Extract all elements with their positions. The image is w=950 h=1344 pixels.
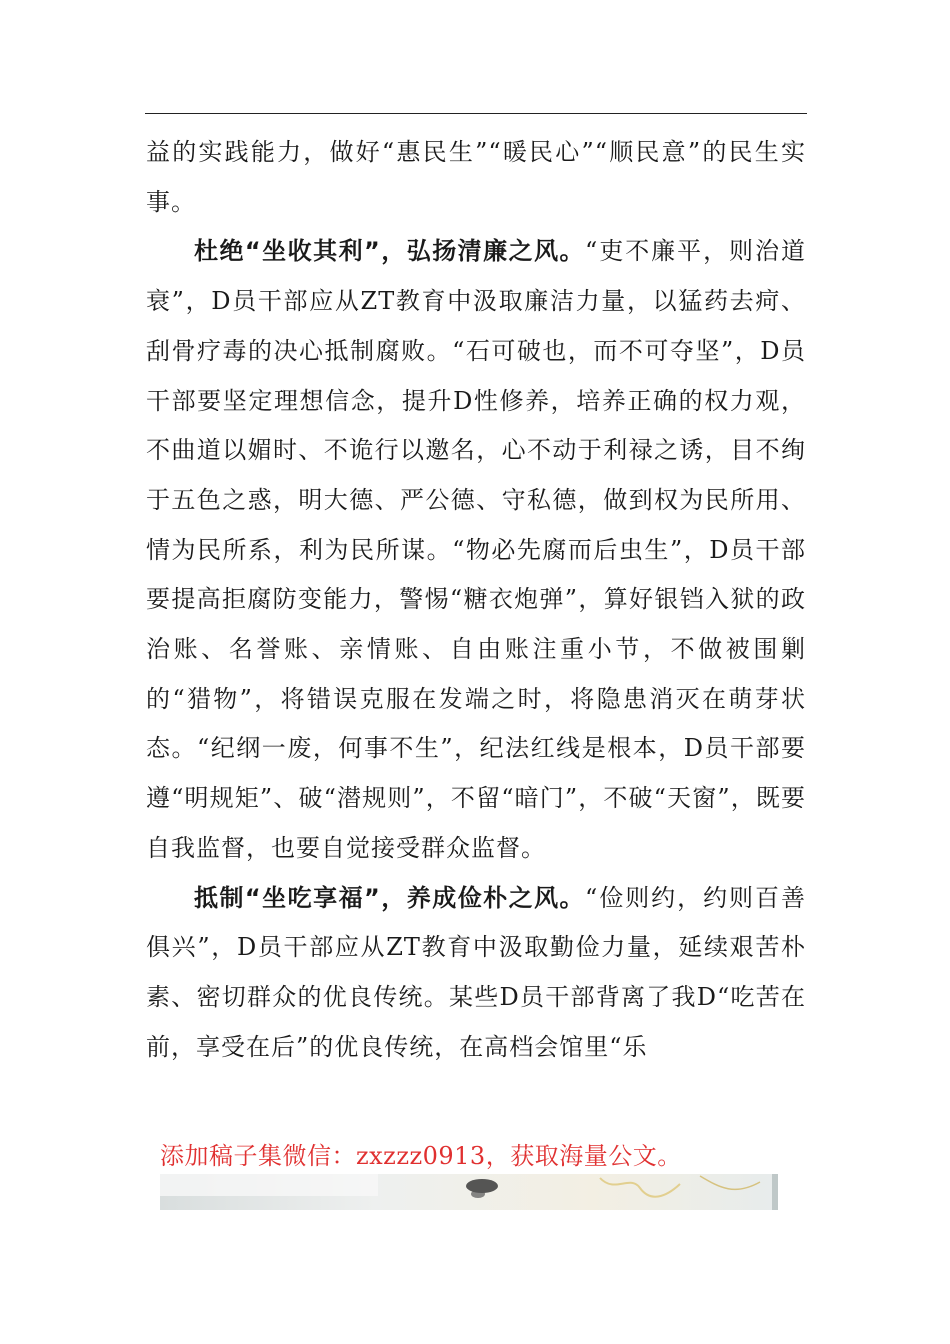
- paragraph-text: “俭则约，约则百善俱兴”，D员干部应从ZT教育中汲取勤俭力量，延续艰苦朴素、密切群众的优良传统。某些D员干部背离了我D“吃苦在前，享受在后”的优良传统，在高档会馆里“乐: [146, 883, 806, 1061]
- paragraph-text: 益的实践能力，做好“惠民生”“暖民心”“顺民意”的民生实事。: [146, 138, 806, 216]
- paragraph-heading: 抵制“坐吃享福”，养成俭朴之风。: [194, 883, 585, 912]
- paragraph-frugality: [146, 874, 806, 1073]
- paragraph-text: “吏不廉平，则治道衰”，D员干部应从ZT教育中汲取廉洁力量，以猛药去疴、刮骨疗毒的决心抵制腐败。“石可破也，而不可夺坚”，D员干部要坚定理想信念，提升D性修养，培养正确的权力观，不曲道以媚时、不诡行以邀名，心不动于利禄之诱，目不绚于五色之惑，明大德、严公德、守私德，做到权为民所用、情为民所系，利为民所谋。“物必先腐而后虫生”，D员干部要提高拒腐防变能力，警惕“糖衣炮弹”，算好银铛入狱的政治账、名誉账、亲情账、自由账注重小节，不做被围剿的“猎物”，将错误克服在发端之时，将隐患消灭在萌芽状态。“纪纲一废，何事不生”，纪法红线是根本，D员干部要遵“明规矩”、破“潜规则”，不留“暗门”，不破“天窗”，既要自我监督，也要自觉接受群众监督。: [146, 237, 806, 862]
- paragraph-heading: 杜绝“坐收其利”，弘扬清廉之风。: [194, 237, 585, 266]
- footer-promo-note: 添加稿子集微信：zxzzz0913，获取海量公文。: [160, 1142, 682, 1170]
- paragraph-continuation: [146, 128, 806, 227]
- paragraph-integrity: [146, 227, 806, 873]
- footer-banner-image: [160, 1174, 778, 1210]
- header-rule: [145, 113, 807, 114]
- document-body: [146, 128, 806, 1072]
- banner-illustration: [160, 1174, 778, 1210]
